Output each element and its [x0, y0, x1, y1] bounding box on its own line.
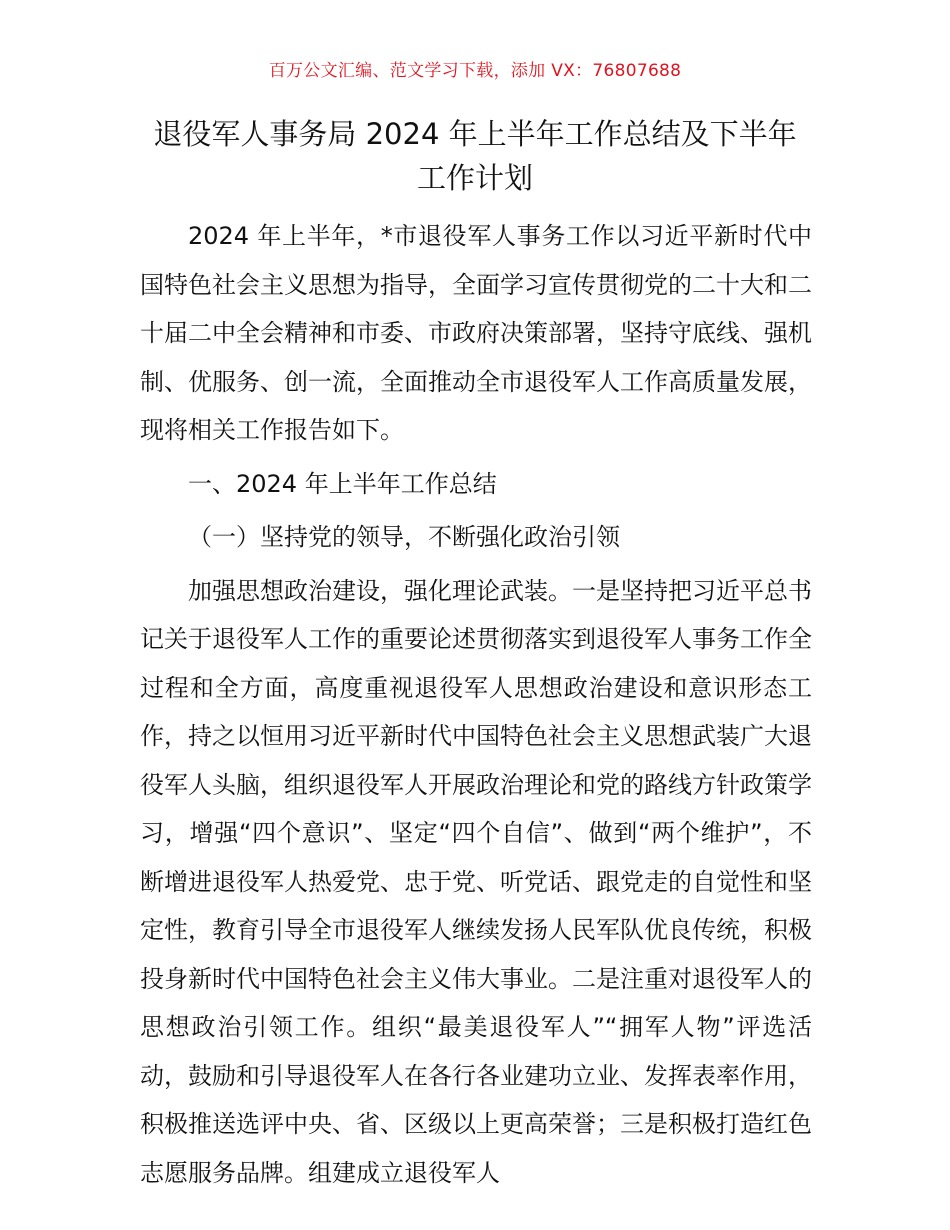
intro-paragraph: 2024 年上半年，*市退役军人事务工作以习近平新时代中国特色社会主义思想为指导，全面学习宣传贯彻党的二十大和二十届二中全会精神和市委、市政府决策部署，坚持守底线、强机制、优服务、创一流，全面推动全市退役军人工作高质量发展，现将相关工作报告如下。 — [140, 222, 812, 444]
watermark-header: 百万公文汇编、范文学习下载，添加 VX：76807688 — [268, 61, 682, 81]
subsection-heading: （一）坚持党的领导，不断强化政治引领 — [188, 523, 620, 551]
body-paragraph: 加强思想政治建设，强化理论武装。一是坚持把习近平总书记关于退役军人工作的重要论述贯彻落实到退役军人事务工作全过程和全方面，高度重视退役军人思想政治建设和意识形态工作，持之以恒用习近平新时代中国特色社会主义思想武装广大退役军人头脑，组织退役军人开展政治理论和党的路线方针政策学习，增强“四个意识”、坚定“四个自信”、做到“两个维护”，不断增进退役军人热爱党、忠于党、听党话、跟党走的自觉性和坚定性，教育引导全市退役军人继续发扬人民军队优良传统，积极投身新时代中国特色社会主义伟大事业。二是注重对退役军人的思想政治引领工作。组织“最美退役军人”“拥军人物”评选活动，鼓励和引导退役军人在各行各业建功立业、发挥表率作用，积极推送选评中央、省、区级以上更高荣誉；三是积极打造红色志愿服务品牌。组建成立退役军人 — [140, 576, 812, 1187]
document-title: 退役军人事务局 2024 年上半年工作总结及下半年工作计划 — [153, 117, 797, 195]
section-heading: 一、2024 年上半年工作总结 — [188, 469, 497, 498]
document-body — [140, 212, 812, 1202]
